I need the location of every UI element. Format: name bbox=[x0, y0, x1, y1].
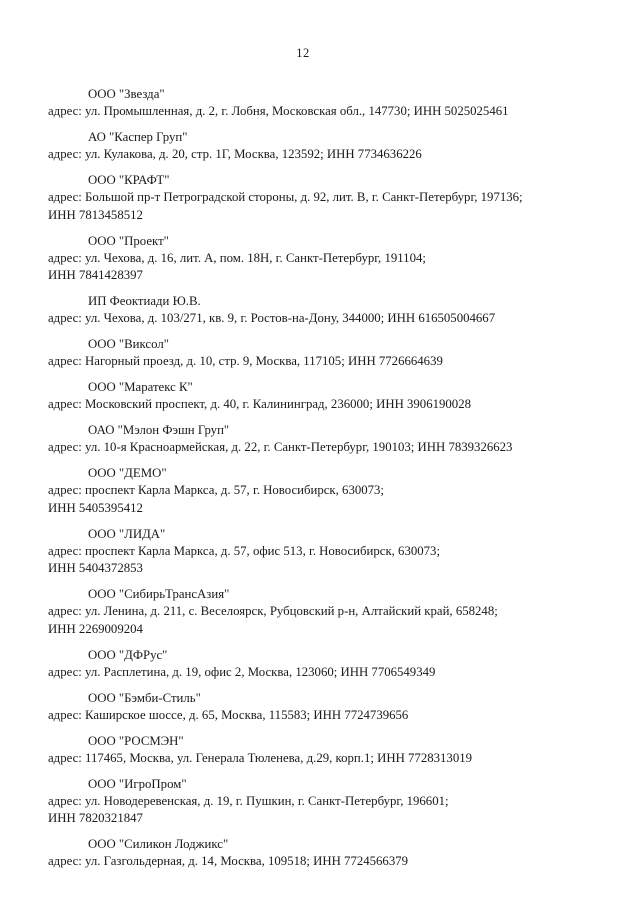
company-name: ОАО "Мэлон Фэшн Груп" bbox=[88, 423, 230, 437]
company-name: ИП Феоктиади Ю.В. bbox=[88, 294, 201, 308]
company-address: адрес: Большой пр-т Петроградской стороны, д. 92, лит. В, г. Санкт-Петербург, 197136; bbox=[48, 190, 523, 204]
page-number: 12 bbox=[296, 46, 310, 60]
company-address: адрес: ул. Газгольдерная, д. 14, Москва, 109518; ИНН 7724566379 bbox=[48, 854, 409, 868]
company-inn: ИНН 2269009204 bbox=[48, 621, 143, 636]
company-name: ООО "Проект" bbox=[88, 233, 169, 248]
company-name: ООО "КРАФТ" bbox=[88, 173, 170, 187]
company-address: адрес: ул. Расплетина, д. 19, офис 2, Москва, 123060; ИНН 7706549349 bbox=[48, 664, 436, 679]
company-name: ООО "Силикон Лоджикс" bbox=[88, 837, 229, 851]
company-address: адрес: Московский проспект, д. 40, г. Калининград, 236000; ИНН 3906190028 bbox=[48, 397, 471, 411]
company-name: ООО "СибирьТрансАзия" bbox=[88, 587, 230, 601]
company-entry bbox=[48, 292, 608, 328]
company-address: адрес: ул. Чехова, д. 16, лит. А, пом. 18Н, г. Санкт-Петербург, 191104; bbox=[48, 250, 426, 265]
company-address: адрес: ул. Промышленная, д. 2, г. Лобня, Московская обл., 147730; ИНН 5025025461 bbox=[48, 104, 509, 118]
company-entry bbox=[48, 128, 608, 164]
company-address: адрес: ул. Кулакова, д. 20, стр. 1Г, Москва, 123592; ИНН 7734636226 bbox=[48, 147, 422, 161]
company-entry bbox=[48, 835, 608, 871]
company-inn: ИНН 7841428397 bbox=[48, 268, 143, 282]
company-name: ООО "ДЕМО" bbox=[88, 466, 167, 480]
company-entry bbox=[48, 585, 608, 638]
company-list bbox=[48, 85, 608, 878]
company-address: адрес: проспект Карла Маркса, д. 57, офис 513, г. Новосибирск, 630073; bbox=[48, 543, 441, 558]
company-name: ООО "Маратекс К" bbox=[88, 380, 193, 394]
company-entry bbox=[48, 464, 608, 517]
company-address: адрес: Нагорный проезд, д. 10, стр. 9, Москва, 117105; ИНН 7726664639 bbox=[48, 354, 443, 368]
company-inn: ИНН 5404372853 bbox=[48, 561, 143, 575]
company-name: ООО "ИгроПром" bbox=[88, 776, 187, 791]
company-name: АО "Каспер Груп" bbox=[88, 130, 188, 144]
company-name: ООО "Бэмби-Стиль" bbox=[88, 690, 201, 705]
company-entry bbox=[48, 232, 608, 285]
company-address: адрес: ул. Ленина, д. 211, с. Веселоярск, Рубцовский р-н, Алтайский край, 658248; bbox=[48, 604, 498, 618]
company-entry bbox=[48, 525, 608, 578]
company-entry bbox=[48, 85, 608, 121]
company-entry bbox=[48, 689, 608, 725]
company-address: адрес: ул. 10-я Красноармейская, д. 22, г. Санкт-Петербург, 190103; ИНН 7839326623 bbox=[48, 440, 513, 454]
company-address: адрес: 117465, Москва, ул. Генерала Тюленева, д.29, корп.1; ИНН 7728313019 bbox=[48, 750, 473, 765]
company-name: ООО "Звезда" bbox=[88, 87, 165, 101]
company-entry bbox=[48, 732, 608, 768]
company-entry bbox=[48, 335, 608, 371]
company-entry bbox=[48, 421, 608, 457]
company-entry bbox=[48, 646, 608, 682]
company-entry bbox=[48, 378, 608, 414]
company-name: ООО "ЛИДА" bbox=[88, 526, 166, 541]
company-address: адрес: ул. Новодеревенская, д. 19, г. Пушкин, г. Санкт-Петербург, 196601; bbox=[48, 793, 449, 808]
company-address: адрес: ул. Чехова, д. 103/271, кв. 9, г. Ростов-на-Дону, 344000; ИНН 616505004667 bbox=[48, 311, 496, 325]
company-name: ООО "Виксол" bbox=[88, 337, 169, 351]
company-inn: ИНН 5405395412 bbox=[48, 500, 143, 515]
company-entry bbox=[48, 775, 608, 828]
company-name: ООО "РОСМЭН" bbox=[88, 733, 184, 748]
company-entry bbox=[48, 171, 608, 224]
company-name: ООО "ДФРус" bbox=[88, 647, 168, 662]
company-inn: ИНН 7820321847 bbox=[48, 811, 143, 825]
company-inn: ИНН 7813458512 bbox=[48, 207, 143, 222]
company-address: адрес: Каширское шоссе, д. 65, Москва, 115583; ИНН 7724739656 bbox=[48, 707, 409, 722]
company-address: адрес: проспект Карла Маркса, д. 57, г. Новосибирск, 630073; bbox=[48, 483, 384, 497]
